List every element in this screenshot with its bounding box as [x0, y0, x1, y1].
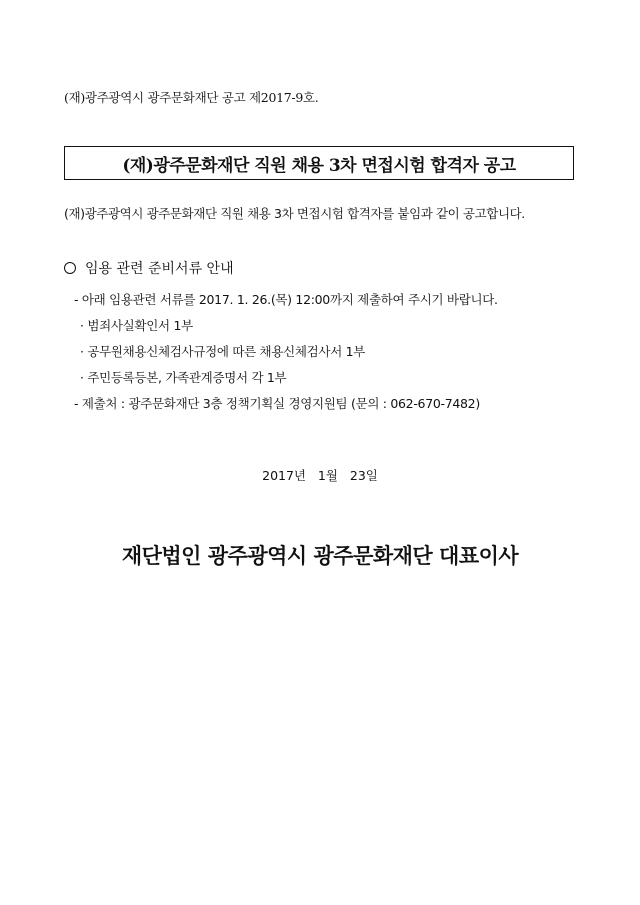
required-document-item: · 공무원채용신체검사규정에 따른 채용신체검사서 1부	[80, 344, 366, 359]
required-document-item: · 주민등록등본, 가족관계증명서 각 1부	[80, 370, 287, 385]
section-heading-text: 임용 관련 준비서류 안내	[85, 261, 234, 277]
intro-text: (재)광주광역시 광주문화재단 직원 채용 3차 면접시험 합격자를 붙임과 같이 공고합니다.	[64, 206, 525, 221]
title-box	[64, 146, 574, 180]
section-heading	[64, 258, 234, 278]
issuer-signature: 재단법인 광주광역시 광주문화재단 대표이사	[121, 543, 519, 568]
submission-location-line: - 제출처 : 광주문화재단 3층 정책기획실 경영지원팀 (문의 : 062-670-7482)	[74, 396, 480, 411]
circle-bullet-icon	[64, 262, 76, 274]
document-title: (재)광주문화재단 직원 채용 3차 면접시험 합격자 공고	[122, 155, 516, 176]
notice-number: (재)광주광역시 광주문화재단 공고 제2017-9호.	[64, 90, 319, 105]
instruction-line: - 아래 임용관련 서류를 2017. 1. 26.(목) 12:00까지 제출하여 주시기 바랍니다.	[74, 292, 498, 307]
required-document-item: · 범죄사실확인서 1부	[80, 318, 193, 333]
notice-date: 2017년 1월 23일	[262, 468, 378, 483]
